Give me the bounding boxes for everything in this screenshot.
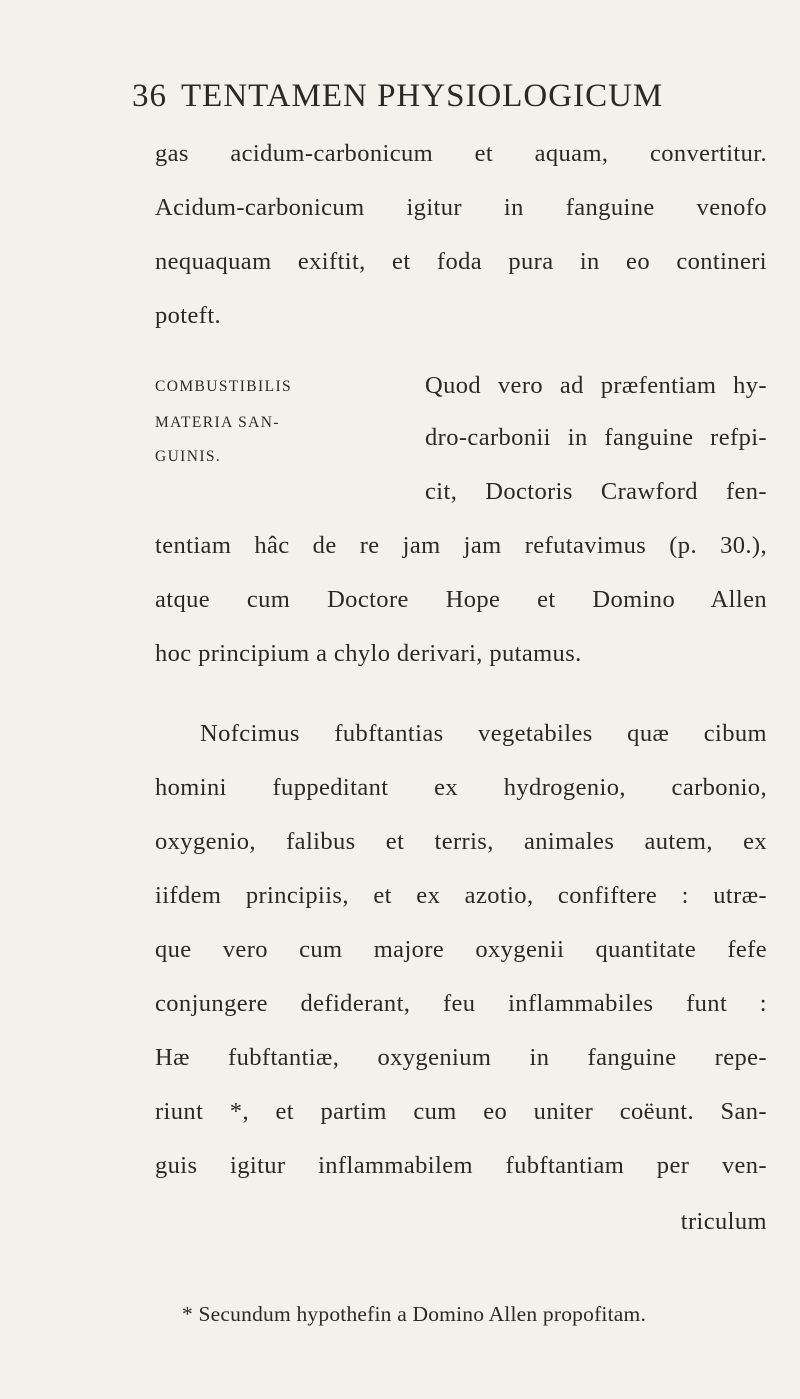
text-line: guis igitur inflammabilem fubftantiam per ven- — [155, 1152, 767, 1179]
text-line: oxygenio, falibus et terris, animales autem, ex — [155, 828, 767, 855]
text-line: Hæ fubftantiæ, oxygenium in fanguine repe- — [155, 1044, 767, 1071]
text-line: Nofcimus fubftantias vegetabiles quæ cibum — [200, 720, 767, 747]
running-title: TENTAMEN PHYSIOLOGICUM — [181, 78, 664, 114]
text-line: iifdem principiis, et ex azotio, confiftere : utræ- — [155, 882, 767, 909]
text-line: poteft. — [155, 302, 222, 329]
text-line: nequaquam exiftit, et foda pura in eo contineri — [155, 248, 767, 275]
text-line: Acidum-carbonicum igitur in fanguine venofo — [155, 194, 767, 221]
page-number: 36 — [132, 78, 167, 114]
text-line: dro-carbonii in fanguine refpi- — [425, 424, 767, 451]
text-line: hoc principium a chylo derivari, putamus. — [155, 640, 582, 667]
text-line: gas acidum-carbonicum et aquam, convertitur. — [155, 140, 767, 167]
side-heading-line: MATERIA SAN- — [155, 414, 280, 431]
running-head — [132, 78, 752, 115]
catchword: triculum — [680, 1208, 767, 1235]
text-line: conjungere defiderant, feu inflammabiles funt : — [155, 990, 767, 1017]
text-line: cit, Doctoris Crawford fen- — [425, 478, 767, 505]
text-line: atque cum Doctore Hope et Domino Allen — [155, 586, 767, 613]
text-line: Quod vero ad præfentiam hy- — [425, 372, 767, 399]
text-line: que vero cum majore oxygenii quantitate fefe — [155, 936, 767, 963]
side-heading-line: GUINIS. — [155, 448, 222, 465]
footnote: * Secundum hypothefin a Domino Allen propofitam. — [182, 1302, 647, 1326]
text-line: homini fuppeditant ex hydrogenio, carbonio, — [155, 774, 767, 801]
text-line: tentiam hâc de re jam jam refutavimus (p. 30.), — [155, 532, 767, 559]
text-line: riunt *, et partim cum eo uniter coëunt. San- — [155, 1098, 767, 1125]
side-heading-line: COMBUSTIBILIS — [155, 378, 293, 395]
